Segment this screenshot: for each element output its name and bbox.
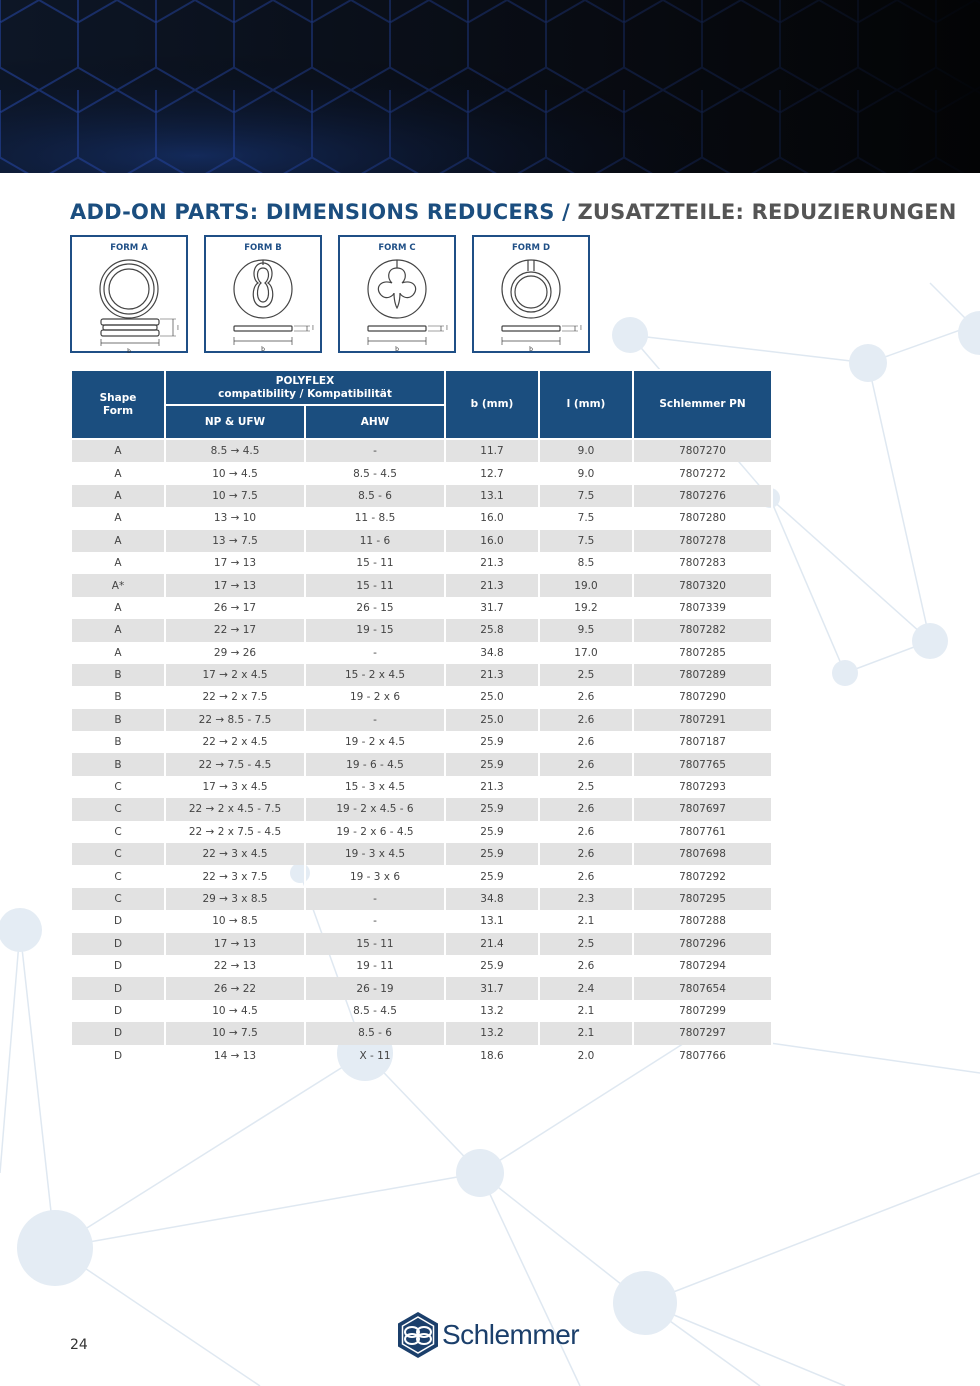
table-row — [71, 910, 772, 932]
cell-np-ufw: 17 → 2 x 4.5 — [165, 664, 305, 686]
cell-shape: A — [71, 552, 165, 574]
cell-b: 25.9 — [445, 865, 539, 887]
cell-ahw: - — [305, 642, 445, 664]
cell-l: 2.6 — [539, 731, 633, 753]
title-german: ZUSATZTEILE: REDUZIERUNGEN — [577, 200, 957, 224]
cell-l: 2.6 — [539, 865, 633, 887]
cell-b: 13.1 — [445, 910, 539, 932]
header-schlemmer-pn: Schlemmer PN — [633, 370, 772, 439]
cell-b: 25.0 — [445, 686, 539, 708]
table-row — [71, 865, 772, 887]
cell-ahw: 11 - 8.5 — [305, 507, 445, 529]
form-d-dim-l: l — [580, 325, 582, 332]
cell-np-ufw: 10 → 4.5 — [165, 462, 305, 484]
cell-l: 9.5 — [539, 619, 633, 641]
cell-b: 16.0 — [445, 507, 539, 529]
cell-shape: A — [71, 642, 165, 664]
cell-pn: 7807283 — [633, 552, 772, 574]
cell-shape: D — [71, 1022, 165, 1044]
cell-np-ufw: 26 → 22 — [165, 977, 305, 999]
header-shape: Shape — [99, 391, 137, 404]
cell-ahw: 19 - 3 x 4.5 — [305, 843, 445, 865]
cell-b: 25.0 — [445, 709, 539, 731]
header-np-ufw: NP & UFW — [165, 405, 305, 439]
header-b-mm: b (mm) — [445, 370, 539, 439]
cell-pn: 7807282 — [633, 619, 772, 641]
cell-b: 31.7 — [445, 597, 539, 619]
cell-b: 18.6 — [445, 1045, 539, 1067]
table-row — [71, 642, 772, 664]
cell-ahw: 19 - 2 x 6 - 4.5 — [305, 821, 445, 843]
cell-np-ufw: 13 → 7.5 — [165, 530, 305, 552]
cell-pn: 7807291 — [633, 709, 772, 731]
cell-b: 13.2 — [445, 1000, 539, 1022]
form-b-diagram — [204, 235, 322, 353]
cell-pn: 7807761 — [633, 821, 772, 843]
form-a-diagram — [70, 235, 188, 353]
cell-l: 17.0 — [539, 642, 633, 664]
cell-np-ufw: 22 → 7.5 - 4.5 — [165, 753, 305, 775]
cell-l: 2.6 — [539, 753, 633, 775]
cell-l: 2.5 — [539, 664, 633, 686]
table-row — [71, 709, 772, 731]
form-d-drawing — [474, 237, 592, 355]
cell-l: 2.5 — [539, 933, 633, 955]
cell-b: 21.3 — [445, 664, 539, 686]
cell-pn: 7807320 — [633, 574, 772, 596]
cell-np-ufw: 29 → 3 x 8.5 — [165, 888, 305, 910]
cell-l: 8.5 — [539, 552, 633, 574]
form-a-drawing — [72, 237, 190, 355]
cell-l: 2.4 — [539, 977, 633, 999]
cell-np-ufw: 22 → 3 x 4.5 — [165, 843, 305, 865]
cell-ahw: X - 11 — [305, 1045, 445, 1067]
cell-ahw: 19 - 11 — [305, 955, 445, 977]
cell-l: 7.5 — [539, 485, 633, 507]
cell-np-ufw: 22 → 8.5 - 7.5 — [165, 709, 305, 731]
table-row — [71, 552, 772, 574]
cell-b: 16.0 — [445, 530, 539, 552]
cell-b: 31.7 — [445, 977, 539, 999]
cell-shape: C — [71, 888, 165, 910]
cell-l: 2.6 — [539, 798, 633, 820]
cell-shape: D — [71, 955, 165, 977]
header-form: Form — [102, 404, 134, 417]
form-c-diagram — [338, 235, 456, 353]
cell-shape: A — [71, 597, 165, 619]
cell-shape: A — [71, 507, 165, 529]
table-row — [71, 664, 772, 686]
cell-shape: B — [71, 664, 165, 686]
cell-np-ufw: 22 → 2 x 4.5 - 7.5 — [165, 798, 305, 820]
form-b-dim-l: l — [312, 325, 314, 332]
cell-b: 25.9 — [445, 753, 539, 775]
table-row — [71, 619, 772, 641]
cell-l: 2.1 — [539, 910, 633, 932]
cell-np-ufw: 22 → 2 x 7.5 — [165, 686, 305, 708]
cell-pn: 7807276 — [633, 485, 772, 507]
cell-np-ufw: 17 → 13 — [165, 552, 305, 574]
cell-np-ufw: 17 → 13 — [165, 933, 305, 955]
form-b-drawing — [206, 237, 324, 355]
cell-np-ufw: 22 → 3 x 7.5 — [165, 865, 305, 887]
cell-b: 21.3 — [445, 776, 539, 798]
cell-np-ufw: 10 → 7.5 — [165, 1022, 305, 1044]
cell-b: 25.8 — [445, 619, 539, 641]
cell-pn: 7807285 — [633, 642, 772, 664]
cell-pn: 7807289 — [633, 664, 772, 686]
cell-shape: B — [71, 709, 165, 731]
table-row — [71, 977, 772, 999]
schlemmer-logo — [395, 1310, 595, 1360]
cell-shape: C — [71, 865, 165, 887]
reducers-table — [70, 369, 773, 1067]
table-row — [71, 507, 772, 529]
cell-ahw: 8.5 - 4.5 — [305, 1000, 445, 1022]
page-number: 24 — [70, 1337, 88, 1353]
cell-ahw: 15 - 11 — [305, 933, 445, 955]
schlemmer-hexagon-icon — [395, 1310, 441, 1360]
cell-shape: A — [71, 439, 165, 462]
cell-pn: 7807765 — [633, 753, 772, 775]
logo-text: Schlemmer — [442, 1319, 580, 1350]
table-row — [71, 753, 772, 775]
cell-ahw: 15 - 2 x 4.5 — [305, 664, 445, 686]
cell-shape: D — [71, 910, 165, 932]
cell-l: 2.3 — [539, 888, 633, 910]
cell-b: 21.4 — [445, 933, 539, 955]
cell-ahw: 15 - 11 — [305, 552, 445, 574]
page-title — [70, 200, 957, 224]
cell-l: 7.5 — [539, 530, 633, 552]
cell-b: 13.1 — [445, 485, 539, 507]
form-d-diagram — [472, 235, 590, 353]
cell-l: 2.1 — [539, 1022, 633, 1044]
cell-np-ufw: 29 → 26 — [165, 642, 305, 664]
cell-b: 34.8 — [445, 642, 539, 664]
cell-ahw: 19 - 2 x 4.5 - 6 — [305, 798, 445, 820]
cell-ahw: 15 - 3 x 4.5 — [305, 776, 445, 798]
cell-pn: 7807339 — [633, 597, 772, 619]
cell-ahw: - — [305, 439, 445, 462]
cell-pn: 7807295 — [633, 888, 772, 910]
cell-pn: 7807292 — [633, 865, 772, 887]
cell-shape: A — [71, 485, 165, 507]
cell-ahw: - — [305, 709, 445, 731]
cell-pn: 7807272 — [633, 462, 772, 484]
cell-np-ufw: 17 → 13 — [165, 574, 305, 596]
header-ahw: AHW — [305, 405, 445, 439]
form-a-dim-l: l — [177, 325, 179, 332]
table-row — [71, 1045, 772, 1067]
table-body — [71, 439, 772, 1067]
cell-pn: 7807278 — [633, 530, 772, 552]
cell-ahw: 19 - 2 x 6 — [305, 686, 445, 708]
cell-b: 12.7 — [445, 462, 539, 484]
cell-np-ufw: 10 → 8.5 — [165, 910, 305, 932]
header-shape-form — [71, 370, 165, 439]
table-row — [71, 1000, 772, 1022]
cell-b: 13.2 — [445, 1022, 539, 1044]
cell-pn: 7807280 — [633, 507, 772, 529]
form-c-label: FORM C — [378, 243, 416, 253]
header-l-mm: l (mm) — [539, 370, 633, 439]
cell-b: 25.9 — [445, 731, 539, 753]
table-row — [71, 597, 772, 619]
cell-l: 2.6 — [539, 686, 633, 708]
cell-ahw: 15 - 11 — [305, 574, 445, 596]
header-compatibility: compatibility / Kompatibilität — [218, 387, 392, 400]
cell-pn: 7807697 — [633, 798, 772, 820]
cell-b: 25.9 — [445, 798, 539, 820]
table-row — [71, 933, 772, 955]
cell-ahw: 11 - 6 — [305, 530, 445, 552]
cell-shape: C — [71, 821, 165, 843]
cell-pn: 7807297 — [633, 1022, 772, 1044]
cell-shape: D — [71, 1045, 165, 1067]
header-polyflex-group — [165, 370, 445, 405]
cell-b: 21.3 — [445, 574, 539, 596]
cell-np-ufw: 10 → 7.5 — [165, 485, 305, 507]
cell-np-ufw: 8.5 → 4.5 — [165, 439, 305, 462]
cell-l: 2.0 — [539, 1045, 633, 1067]
cell-np-ufw: 17 → 3 x 4.5 — [165, 776, 305, 798]
title-separator: / — [554, 200, 578, 224]
cell-shape: A — [71, 619, 165, 641]
cell-np-ufw: 10 → 4.5 — [165, 1000, 305, 1022]
cell-shape: C — [71, 798, 165, 820]
cell-b: 25.9 — [445, 843, 539, 865]
cell-shape: D — [71, 1000, 165, 1022]
cell-shape: B — [71, 731, 165, 753]
hexagon-header-banner — [0, 0, 980, 173]
cell-pn: 7807293 — [633, 776, 772, 798]
cell-l: 2.5 — [539, 776, 633, 798]
cell-ahw: 19 - 6 - 4.5 — [305, 753, 445, 775]
cell-b: 25.9 — [445, 821, 539, 843]
cell-np-ufw: 14 → 13 — [165, 1045, 305, 1067]
table-row — [71, 955, 772, 977]
form-c-dim-l: l — [446, 325, 448, 332]
cell-np-ufw: 22 → 2 x 7.5 - 4.5 — [165, 821, 305, 843]
table-row — [71, 462, 772, 484]
cell-l: 2.6 — [539, 709, 633, 731]
cell-l: 2.6 — [539, 821, 633, 843]
cell-shape: C — [71, 843, 165, 865]
form-a-label: FORM A — [110, 243, 148, 253]
cell-l: 9.0 — [539, 462, 633, 484]
cell-shape: B — [71, 686, 165, 708]
table-row — [71, 574, 772, 596]
cell-ahw: - — [305, 888, 445, 910]
cell-l: 2.6 — [539, 843, 633, 865]
cell-ahw: 26 - 19 — [305, 977, 445, 999]
cell-pn: 7807654 — [633, 977, 772, 999]
cell-l: 7.5 — [539, 507, 633, 529]
cell-pn: 7807698 — [633, 843, 772, 865]
cell-pn: 7807294 — [633, 955, 772, 977]
table-row — [71, 843, 772, 865]
form-d-dim-b: b — [529, 346, 533, 353]
table-row — [71, 798, 772, 820]
cell-ahw: 8.5 - 6 — [305, 485, 445, 507]
cell-l: 2.1 — [539, 1000, 633, 1022]
form-c-drawing — [340, 237, 458, 355]
cell-l: 9.0 — [539, 439, 633, 462]
cell-l: 19.2 — [539, 597, 633, 619]
cell-shape: A — [71, 462, 165, 484]
cell-b: 34.8 — [445, 888, 539, 910]
cell-l: 2.6 — [539, 955, 633, 977]
cell-pn: 7807270 — [633, 439, 772, 462]
table-row — [71, 776, 772, 798]
cell-pn: 7807296 — [633, 933, 772, 955]
cell-ahw: 8.5 - 4.5 — [305, 462, 445, 484]
cell-shape: A* — [71, 574, 165, 596]
cell-pn: 7807299 — [633, 1000, 772, 1022]
cell-np-ufw: 22 → 13 — [165, 955, 305, 977]
cell-np-ufw: 22 → 17 — [165, 619, 305, 641]
cell-ahw: 8.5 - 6 — [305, 1022, 445, 1044]
cell-ahw: 19 - 3 x 6 — [305, 865, 445, 887]
cell-np-ufw: 13 → 10 — [165, 507, 305, 529]
form-c-dim-b: b — [395, 346, 399, 353]
cell-pn: 7807187 — [633, 731, 772, 753]
cell-shape: D — [71, 933, 165, 955]
header-polyflex: POLYFLEX — [275, 374, 335, 387]
title-english: ADD-ON PARTS: DIMENSIONS REDUCERS — [70, 200, 555, 224]
form-a-dim-b: b — [127, 348, 131, 355]
table-row — [71, 530, 772, 552]
cell-np-ufw: 22 → 2 x 4.5 — [165, 731, 305, 753]
table-row — [71, 439, 772, 462]
form-b-dim-b: b — [261, 346, 265, 353]
form-d-label: FORM D — [511, 243, 551, 253]
table-row — [71, 1022, 772, 1044]
cell-ahw: 19 - 2 x 4.5 — [305, 731, 445, 753]
cell-ahw: 26 - 15 — [305, 597, 445, 619]
table-row — [71, 731, 772, 753]
table-row — [71, 485, 772, 507]
form-b-label: FORM B — [244, 243, 282, 253]
cell-ahw: - — [305, 910, 445, 932]
cell-ahw: 19 - 15 — [305, 619, 445, 641]
cell-l: 19.0 — [539, 574, 633, 596]
cell-pn: 7807288 — [633, 910, 772, 932]
table-row — [71, 686, 772, 708]
cell-b: 21.3 — [445, 552, 539, 574]
cell-pn: 7807290 — [633, 686, 772, 708]
cell-shape: B — [71, 753, 165, 775]
table-row — [71, 888, 772, 910]
cell-shape: D — [71, 977, 165, 999]
cell-b: 25.9 — [445, 955, 539, 977]
table-row — [71, 821, 772, 843]
cell-shape: A — [71, 530, 165, 552]
cell-pn: 7807766 — [633, 1045, 772, 1067]
cell-b: 11.7 — [445, 439, 539, 462]
cell-np-ufw: 26 → 17 — [165, 597, 305, 619]
cell-shape: C — [71, 776, 165, 798]
